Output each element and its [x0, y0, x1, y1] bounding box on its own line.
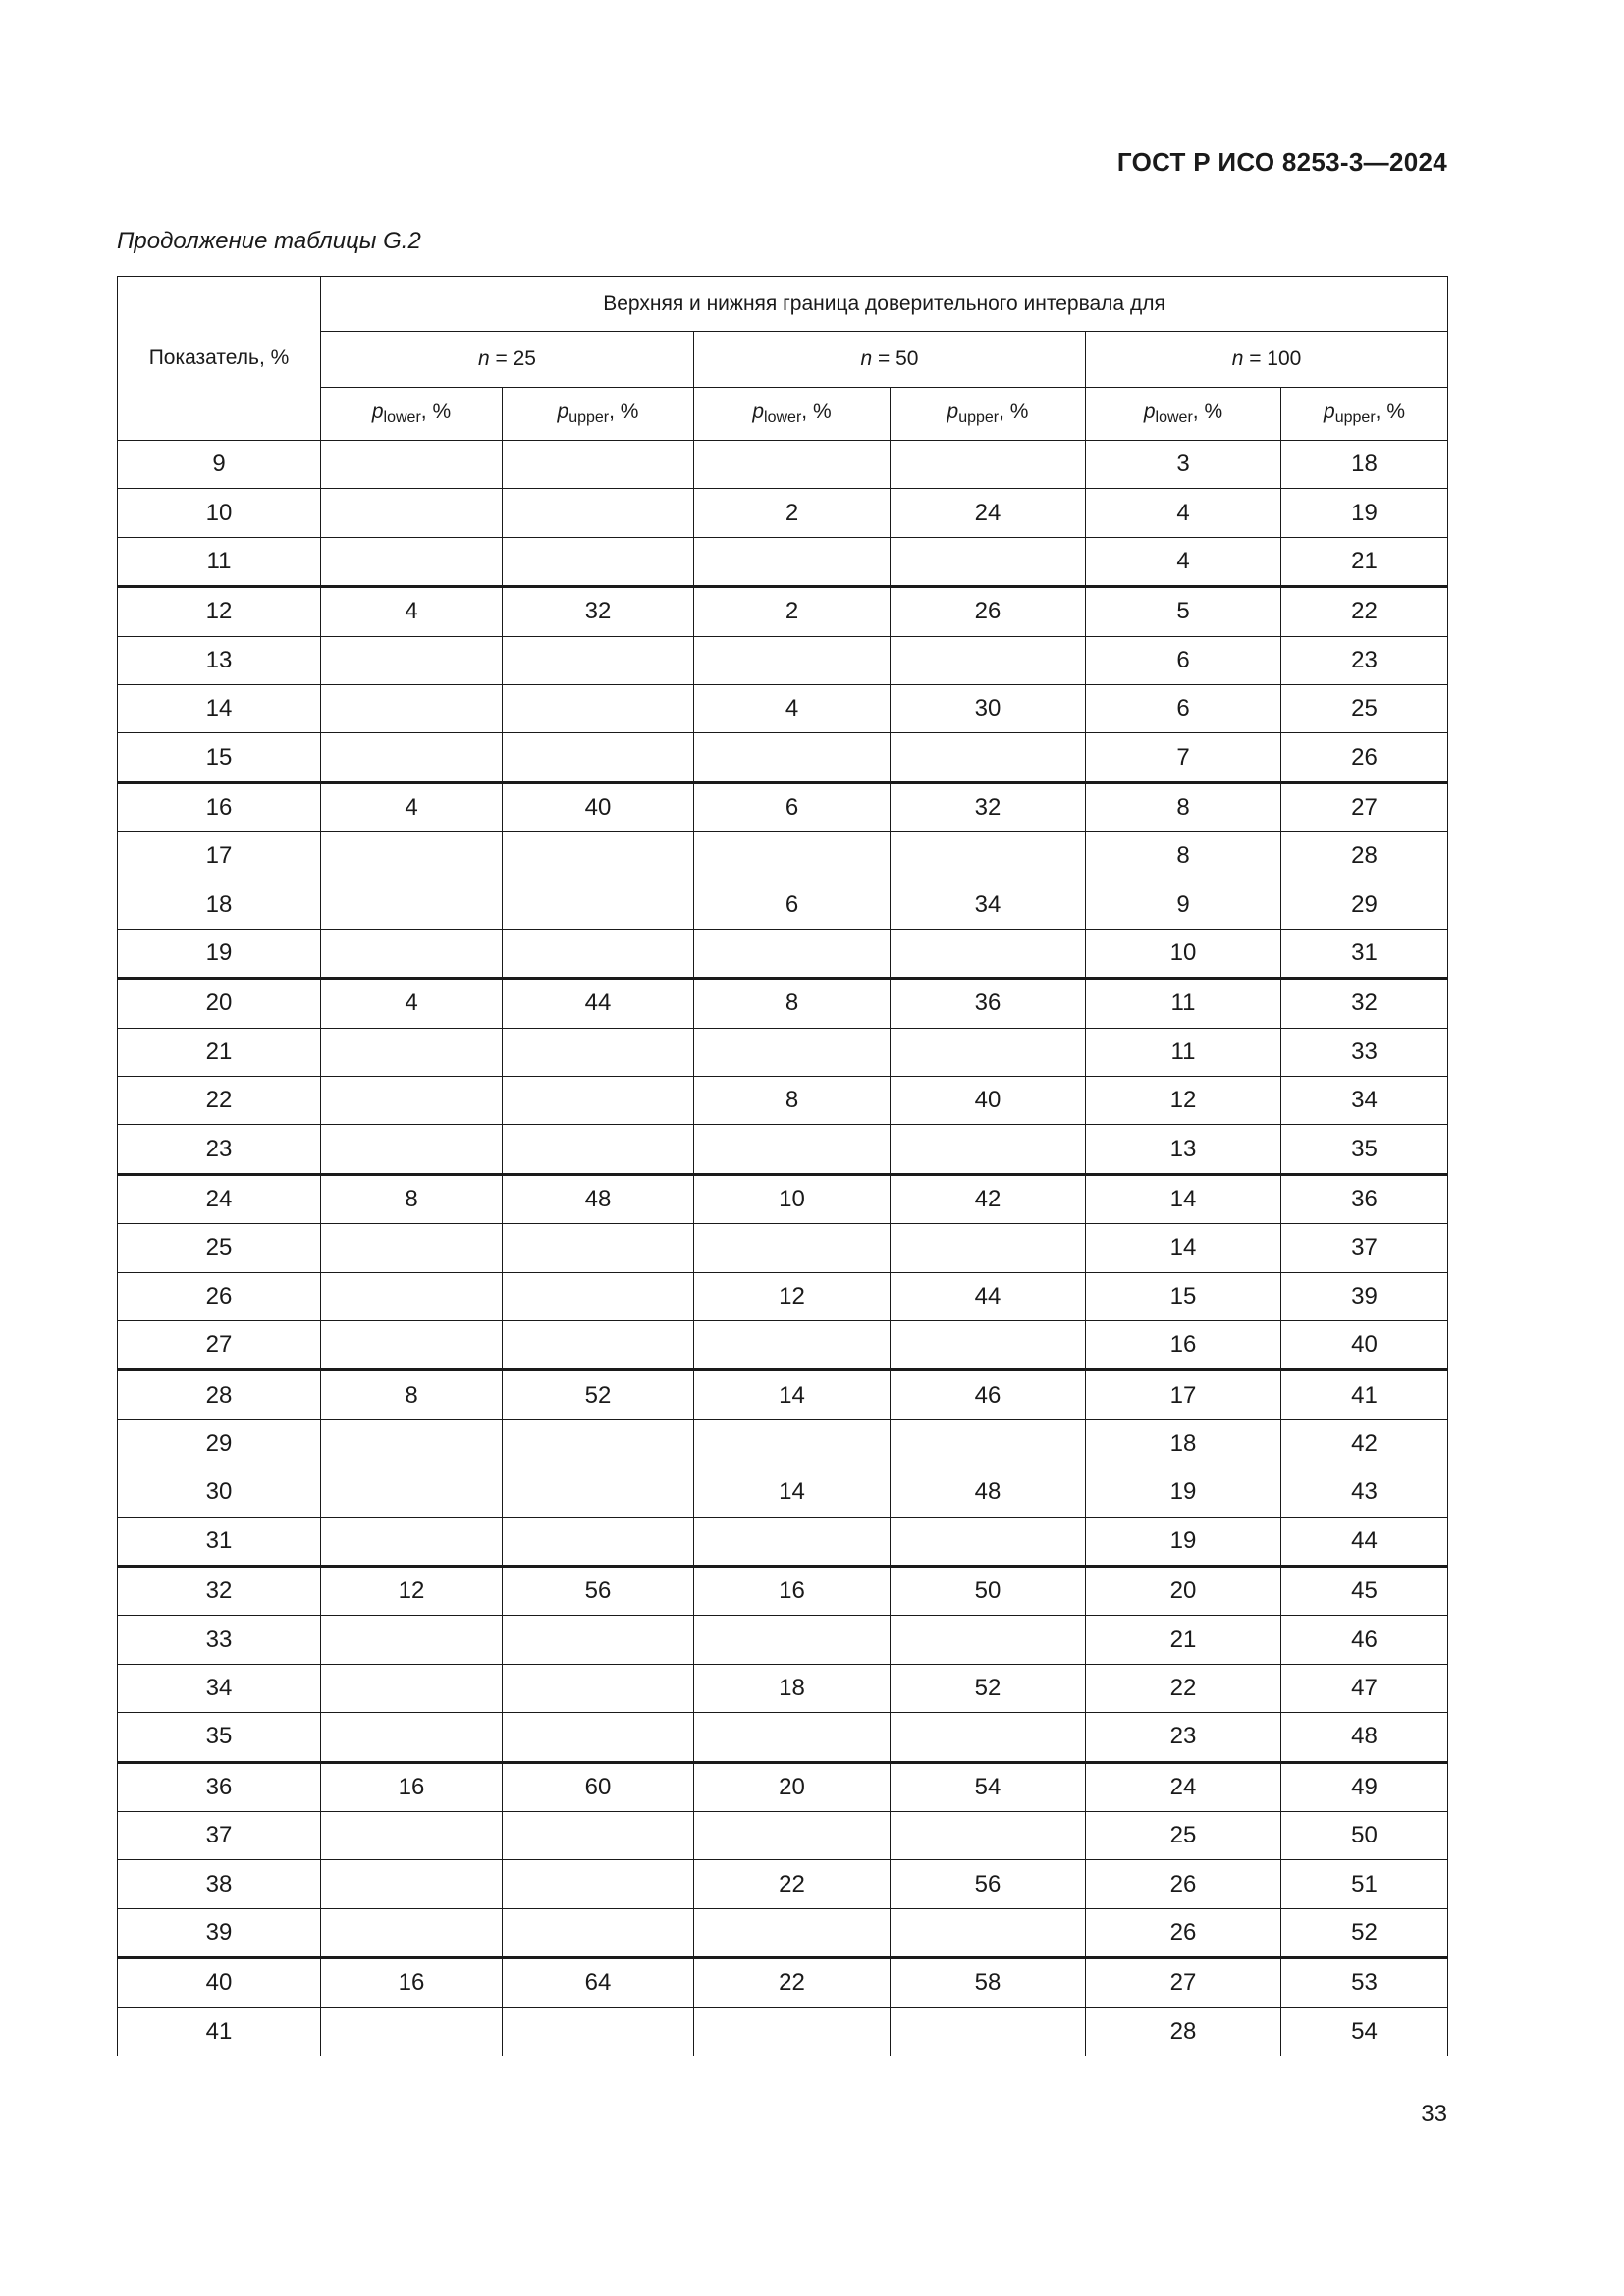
row-label-cell: 35 [118, 1713, 321, 1762]
table-cell [503, 684, 694, 732]
table-cell: 14 [1086, 1174, 1281, 1223]
table-cell [694, 2007, 891, 2056]
row-label-cell: 34 [118, 1664, 321, 1712]
table-row [118, 1419, 1448, 1468]
table-row [118, 1174, 1448, 1223]
table-cell: 12 [321, 1566, 503, 1615]
table-cell [321, 832, 503, 881]
table-cell: 42 [1281, 1419, 1448, 1468]
table-row [118, 1958, 1448, 2007]
group-n100: n = 100 [1086, 332, 1448, 388]
table-cell [694, 1517, 891, 1566]
table-cell [891, 1224, 1086, 1272]
table-cell: 20 [694, 1762, 891, 1811]
table-row [118, 1468, 1448, 1517]
table-cell: 51 [1281, 1860, 1448, 1908]
table-cell: 41 [1281, 1370, 1448, 1419]
row-label-cell: 32 [118, 1566, 321, 1615]
table-cell: 30 [891, 684, 1086, 732]
table-cell: 22 [1086, 1664, 1281, 1712]
table-row [118, 1370, 1448, 1419]
table-cell [694, 441, 891, 489]
group-n25: n = 25 [321, 332, 694, 388]
table-cell: 32 [1281, 979, 1448, 1028]
table-cell [503, 929, 694, 978]
row-label-cell: 25 [118, 1224, 321, 1272]
table-cell [891, 1616, 1086, 1664]
table-cell: 25 [1281, 684, 1448, 732]
table-cell [321, 2007, 503, 2056]
table-cell: 52 [891, 1664, 1086, 1712]
table-cell [321, 1860, 503, 1908]
table-cell: 2 [694, 489, 891, 537]
table-cell: 5 [1086, 587, 1281, 636]
table-row [118, 2007, 1448, 2056]
row-label-cell: 40 [118, 1958, 321, 2007]
table-cell [503, 1811, 694, 1859]
table-row [118, 1762, 1448, 1811]
subcol-header: $p_{upper}$, % [891, 388, 1086, 441]
table-cell [503, 1419, 694, 1468]
table-cell: 19 [1281, 489, 1448, 537]
table-cell: 22 [694, 1860, 891, 1908]
table-cell [321, 441, 503, 489]
table-cell [321, 1713, 503, 1762]
table-cell [891, 2007, 1086, 2056]
table-row [118, 1028, 1448, 1076]
table-cell: 4 [321, 979, 503, 1028]
table-cell: 44 [1281, 1517, 1448, 1566]
table-cell: 9 [1086, 881, 1281, 929]
table-cell: 48 [1281, 1713, 1448, 1762]
table-cell [503, 1321, 694, 1370]
table-cell [503, 1028, 694, 1076]
table-cell: 50 [891, 1566, 1086, 1615]
table-cell [321, 636, 503, 684]
table-cell [694, 1321, 891, 1370]
table-cell [891, 1028, 1086, 1076]
table-cell: 35 [1281, 1125, 1448, 1174]
subcol-header: $p_{lower}$, % [694, 388, 891, 441]
table-cell: 26 [1086, 1860, 1281, 1908]
subcol-header: $p_{lower}$, % [321, 388, 503, 441]
table-cell [321, 1224, 503, 1272]
table-row [118, 979, 1448, 1028]
table-cell: 48 [891, 1468, 1086, 1517]
table-cell: 14 [1086, 1224, 1281, 1272]
table-cell: 18 [1281, 441, 1448, 489]
table-cell: 17 [1086, 1370, 1281, 1419]
table-cell [321, 1908, 503, 1957]
table-cell: 8 [1086, 832, 1281, 881]
row-label-cell: 19 [118, 929, 321, 978]
table-cell: 6 [1086, 684, 1281, 732]
table-row [118, 1272, 1448, 1320]
table-cell [503, 636, 694, 684]
table-cell [503, 832, 694, 881]
table-cell: 4 [694, 684, 891, 732]
table-cell [321, 1811, 503, 1859]
table-cell [503, 1468, 694, 1517]
table-cell: 3 [1086, 441, 1281, 489]
table-cell: 12 [694, 1272, 891, 1320]
table-cell [503, 1224, 694, 1272]
table-cell: 37 [1281, 1224, 1448, 1272]
table-cell [503, 1713, 694, 1762]
row-label-cell: 33 [118, 1616, 321, 1664]
table-cell: 47 [1281, 1664, 1448, 1712]
table-cell: 13 [1086, 1125, 1281, 1174]
table-cell [503, 489, 694, 537]
table-row [118, 1224, 1448, 1272]
table-cell: 8 [694, 1077, 891, 1125]
table-row [118, 1664, 1448, 1712]
row-label-cell: 36 [118, 1762, 321, 1811]
table-cell [321, 684, 503, 732]
table-row [118, 1125, 1448, 1174]
table-cell [503, 1517, 694, 1566]
table-cell: 16 [694, 1566, 891, 1615]
table-cell [503, 1125, 694, 1174]
table-cell: 52 [503, 1370, 694, 1419]
row-label-cell: 23 [118, 1125, 321, 1174]
table-cell [321, 1664, 503, 1712]
table-cell: 14 [694, 1468, 891, 1517]
table-cell: 40 [891, 1077, 1086, 1125]
table-body [118, 441, 1448, 2056]
row-label-cell: 20 [118, 979, 321, 1028]
table-row [118, 1616, 1448, 1664]
table-cell [321, 1321, 503, 1370]
table-cell: 29 [1281, 881, 1448, 929]
row-label-cell: 21 [118, 1028, 321, 1076]
table-cell: 50 [1281, 1811, 1448, 1859]
table-cell: 6 [694, 782, 891, 831]
table-cell: 25 [1086, 1811, 1281, 1859]
page-number: 33 [1421, 2101, 1447, 2127]
table-cell [321, 1028, 503, 1076]
table-cell: 27 [1281, 782, 1448, 831]
table-cell [891, 832, 1086, 881]
table-cell [891, 636, 1086, 684]
table-cell [891, 733, 1086, 782]
subcol-header: $p_{upper}$, % [1281, 388, 1448, 441]
table-cell [321, 881, 503, 929]
table-cell: 34 [1281, 1077, 1448, 1125]
row-label-cell: 24 [118, 1174, 321, 1223]
table-cell: 23 [1281, 636, 1448, 684]
table-cell [321, 1468, 503, 1517]
table-cell [891, 929, 1086, 978]
table-cell: 6 [694, 881, 891, 929]
table-cell: 60 [503, 1762, 694, 1811]
table-cell [891, 1908, 1086, 1957]
row-label-cell: 28 [118, 1370, 321, 1419]
table-cell: 4 [321, 587, 503, 636]
table-row [118, 929, 1448, 978]
table-cell: 11 [1086, 979, 1281, 1028]
table-cell: 32 [503, 587, 694, 636]
table-cell [503, 1908, 694, 1957]
table-row [118, 1860, 1448, 1908]
row-label-cell: 12 [118, 587, 321, 636]
table-cell [891, 1811, 1086, 1859]
row-label-cell: 16 [118, 782, 321, 831]
table-row [118, 733, 1448, 782]
table-cell: 12 [1086, 1077, 1281, 1125]
table-row [118, 1321, 1448, 1370]
table-cell: 24 [891, 489, 1086, 537]
table-cell [503, 1664, 694, 1712]
table-cell [891, 1713, 1086, 1762]
table-cell [321, 1616, 503, 1664]
confidence-interval-table [117, 276, 1448, 2056]
table-cell: 36 [1281, 1174, 1448, 1223]
subcol-header: $p_{upper}$, % [503, 388, 694, 441]
table-cell: 28 [1281, 832, 1448, 881]
table-cell [321, 1419, 503, 1468]
table-cell: 26 [1281, 733, 1448, 782]
table-cell [891, 441, 1086, 489]
table-cell: 53 [1281, 1958, 1448, 2007]
table-row [118, 1908, 1448, 1957]
subcol-header: $p_{lower}$, % [1086, 388, 1281, 441]
table-cell [694, 1713, 891, 1762]
row-label-cell: 38 [118, 1860, 321, 1908]
table-cell: 34 [891, 881, 1086, 929]
table-cell [694, 636, 891, 684]
table-row [118, 489, 1448, 537]
document-code: ГОСТ Р ИСО 8253-3—2024 [1116, 147, 1447, 177]
table-cell: 20 [1086, 1566, 1281, 1615]
table-cell: 21 [1086, 1616, 1281, 1664]
table-cell: 26 [1086, 1908, 1281, 1957]
table-cell: 46 [1281, 1616, 1448, 1664]
table-cell: 22 [694, 1958, 891, 2007]
table-cell: 4 [1086, 489, 1281, 537]
table-cell [321, 489, 503, 537]
table-row [118, 1566, 1448, 1615]
table-cell: 14 [694, 1370, 891, 1419]
table-cell: 7 [1086, 733, 1281, 782]
table-cell [503, 537, 694, 586]
table-cell: 19 [1086, 1468, 1281, 1517]
row-label-cell: 9 [118, 441, 321, 489]
table-cell [503, 733, 694, 782]
table-cell [503, 1616, 694, 1664]
table-cell [503, 2007, 694, 2056]
table-row [118, 881, 1448, 929]
table-cell: 27 [1086, 1958, 1281, 2007]
table-cell [694, 1224, 891, 1272]
table-row [118, 684, 1448, 732]
row-label-cell: 39 [118, 1908, 321, 1957]
table-cell: 54 [891, 1762, 1086, 1811]
row-label-cell: 17 [118, 832, 321, 881]
row-label-cell: 26 [118, 1272, 321, 1320]
table-cell: 49 [1281, 1762, 1448, 1811]
row-label-cell: 15 [118, 733, 321, 782]
table-cell: 24 [1086, 1762, 1281, 1811]
table-cell: 8 [321, 1174, 503, 1223]
table-cell: 33 [1281, 1028, 1448, 1076]
table-row [118, 587, 1448, 636]
table-cell [503, 441, 694, 489]
table-cell: 8 [1086, 782, 1281, 831]
row-label-cell: 13 [118, 636, 321, 684]
table-cell: 36 [891, 979, 1086, 1028]
table-cell: 18 [694, 1664, 891, 1712]
table-cell: 32 [891, 782, 1086, 831]
table-cell: 56 [891, 1860, 1086, 1908]
table-cell [694, 1125, 891, 1174]
table-row [118, 1811, 1448, 1859]
table-cell: 4 [1086, 537, 1281, 586]
table-cell: 8 [321, 1370, 503, 1419]
table-cell [321, 929, 503, 978]
table-cell: 19 [1086, 1517, 1281, 1566]
table-cell [321, 1272, 503, 1320]
table-cell [503, 1077, 694, 1125]
table-cell [891, 1321, 1086, 1370]
table-cell: 52 [1281, 1908, 1448, 1957]
table-row [118, 1713, 1448, 1762]
row-label-cell: 31 [118, 1517, 321, 1566]
table-cell: 18 [1086, 1419, 1281, 1468]
row-label-cell: 27 [118, 1321, 321, 1370]
table-cell [694, 1028, 891, 1076]
table-cell [321, 1517, 503, 1566]
table-cell: 58 [891, 1958, 1086, 2007]
row-label-cell: 14 [118, 684, 321, 732]
group-n50: n = 50 [694, 332, 1086, 388]
table-row [118, 832, 1448, 881]
table-cell: 10 [694, 1174, 891, 1223]
table-cell: 15 [1086, 1272, 1281, 1320]
table-cell: 16 [321, 1958, 503, 2007]
table-cell: 46 [891, 1370, 1086, 1419]
table-cell: 21 [1281, 537, 1448, 586]
table-cell: 4 [321, 782, 503, 831]
table-cell [694, 929, 891, 978]
table-cell: 44 [891, 1272, 1086, 1320]
table-cell [891, 537, 1086, 586]
table-cell [891, 1419, 1086, 1468]
row-label-cell: 37 [118, 1811, 321, 1859]
table-cell: 16 [321, 1762, 503, 1811]
row-label-cell: 30 [118, 1468, 321, 1517]
table-cell: 8 [694, 979, 891, 1028]
group-header: Верхняя и нижняя граница доверительного интервала для [321, 277, 1448, 332]
table-row [118, 1077, 1448, 1125]
table-cell: 40 [503, 782, 694, 831]
table-cell: 48 [503, 1174, 694, 1223]
table-cell [694, 537, 891, 586]
table-cell: 22 [1281, 587, 1448, 636]
table-cell [694, 1616, 891, 1664]
table-cell: 64 [503, 1958, 694, 2007]
table-cell: 39 [1281, 1272, 1448, 1320]
table-cell: 16 [1086, 1321, 1281, 1370]
row-header: Показатель, % [118, 277, 321, 441]
table-row [118, 782, 1448, 831]
table-cell: 42 [891, 1174, 1086, 1223]
table-cell [891, 1517, 1086, 1566]
row-label-cell: 22 [118, 1077, 321, 1125]
table-cell [694, 1908, 891, 1957]
table-cell: 23 [1086, 1713, 1281, 1762]
table-cell [503, 1272, 694, 1320]
table-cell: 10 [1086, 929, 1281, 978]
table-cell: 28 [1086, 2007, 1281, 2056]
table-row [118, 636, 1448, 684]
table-row [118, 441, 1448, 489]
table-row [118, 1517, 1448, 1566]
table-cell: 44 [503, 979, 694, 1028]
table-cell [321, 1125, 503, 1174]
table-cell [321, 1077, 503, 1125]
row-label-cell: 41 [118, 2007, 321, 2056]
table-cell [321, 733, 503, 782]
table-cell [694, 733, 891, 782]
table-cell: 26 [891, 587, 1086, 636]
table-cell: 11 [1086, 1028, 1281, 1076]
table-cell [891, 1125, 1086, 1174]
table-cell: 54 [1281, 2007, 1448, 2056]
table-cell: 40 [1281, 1321, 1448, 1370]
table-cell: 56 [503, 1566, 694, 1615]
table-cell: 6 [1086, 636, 1281, 684]
table-cell [503, 881, 694, 929]
table-cell [694, 832, 891, 881]
row-label-cell: 10 [118, 489, 321, 537]
row-label-cell: 18 [118, 881, 321, 929]
table-cell: 45 [1281, 1566, 1448, 1615]
table-cell [503, 1860, 694, 1908]
table-cell: 31 [1281, 929, 1448, 978]
table-cell: 43 [1281, 1468, 1448, 1517]
table-cell [694, 1419, 891, 1468]
row-label-cell: 29 [118, 1419, 321, 1468]
table-caption: Продолжение таблицы G.2 [117, 228, 421, 254]
table-cell [321, 537, 503, 586]
row-label-cell: 11 [118, 537, 321, 586]
table-row [118, 537, 1448, 586]
table-cell [694, 1811, 891, 1859]
table-cell: 2 [694, 587, 891, 636]
